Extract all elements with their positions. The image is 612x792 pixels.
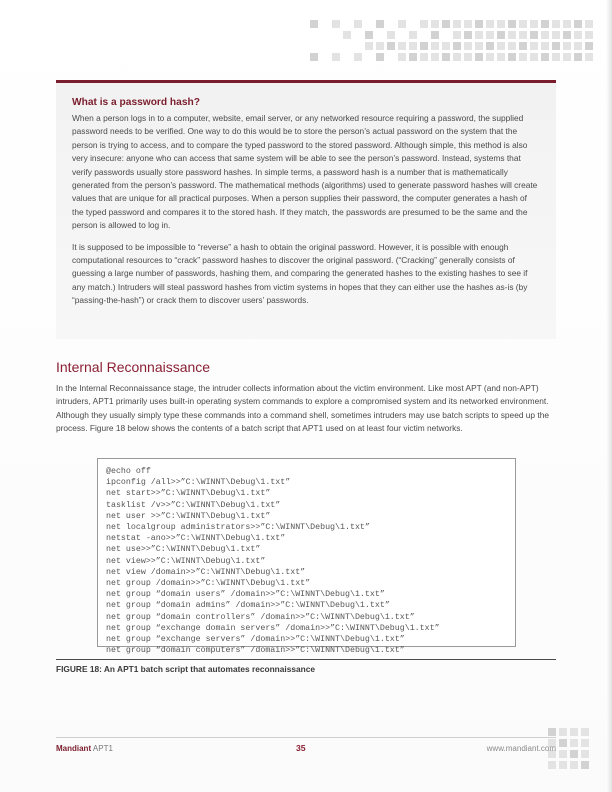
pixel-square [354,31,362,39]
page-number: 35 [296,743,306,753]
pixel-square [343,53,351,61]
code-line: net view /domain>>”C:\WINNT\Debug\1.txt” [106,567,306,577]
pixel-square [398,53,406,61]
pixel-square [442,20,450,28]
code-line: net group “domain users” /domain>>”C:\WINNT\Debug\1.txt” [106,590,385,600]
pixel-square [563,20,571,28]
footer-brand [56,744,113,753]
pixel-square [475,53,483,61]
pixel-square [574,53,582,61]
pixel-square [354,20,362,28]
code-line: net group “domain controllers” /domain>>”C:\WINNT\Debug\1.txt” [106,612,415,622]
pixel-square [486,42,494,50]
pixel-square [431,53,439,61]
pixel-square [570,728,578,736]
pixel-square [548,728,556,736]
pixel-square [464,20,472,28]
footer-divider [56,737,556,738]
pixel-square [497,53,505,61]
pixel-square [581,739,589,747]
pixel-square [585,53,593,61]
pixel-square [343,42,351,50]
pixel-square [574,20,582,28]
pixel-square [409,53,417,61]
pixel-square [354,53,362,61]
code-line: tasklist /v>>”C:\WINNT\Debug\1.txt” [106,500,281,510]
code-line: net localgroup administrators>>”C:\WINNT\Debug\1.txt” [106,523,370,533]
pixel-square [431,20,439,28]
pixel-square [376,20,384,28]
pixel-square [486,20,494,28]
pixel-square [475,42,483,50]
pixel-square [497,20,505,28]
pixel-square [431,42,439,50]
pixel-square [332,20,340,28]
pixel-square [409,42,417,50]
pixel-square [552,20,560,28]
pixel-square [581,761,589,769]
pixel-square [541,31,549,39]
pixel-square [420,42,428,50]
pixel-square [453,20,461,28]
pixel-square [376,53,384,61]
pixel-square [409,31,417,39]
code-line: net group “domain computers” /domain>>”C:\WINNT\Debug\1.txt” [106,646,405,656]
pixel-square [585,20,593,28]
pixel-square [442,42,450,50]
sidebar-paragraph: It is supposed to be impossible to “reverse” a hash to obtain the original password. However, it is possible with enough computational resources to “crack” password hashes to discover the original password. (“Cracking” generally consists of guessing a large number of passwords, hashing them, and comparing the generated hashes to the existing hashes to see if any match.) Intruders will steal password hashes from victim systems in hopes that they can either use the hashes as-is (by “passing-the-hash”) or crack them to discover users’ passwords. [72,241,528,306]
pixel-square [442,53,450,61]
pixel-square [548,761,556,769]
footer-report-name: APT1 [92,744,113,753]
pixel-square [453,53,461,61]
pixel-square [486,31,494,39]
pixel-square [332,42,340,50]
pixel-square [541,20,549,28]
pixel-square [310,42,318,50]
figure-divider [56,659,556,660]
figure-caption: FIGURE 18: An APT1 batch script that automates reconnaissance [56,664,316,674]
pixel-square [442,31,450,39]
pixel-square [475,31,483,39]
pixel-square [559,761,567,769]
pixel-square [310,31,318,39]
pixel-square [581,750,589,758]
pixel-square [552,53,560,61]
pixel-square [552,31,560,39]
code-line: @echo off [106,467,151,476]
pixel-square [354,42,362,50]
pixel-square [310,20,318,28]
code-line: ipconfig /all>>”C:\WINNT\Debug\1.txt” [106,478,291,488]
pixel-square [497,31,505,39]
pixel-square [530,31,538,39]
pixel-square [570,750,578,758]
pixel-square [453,31,461,39]
code-line: net group “domain admins” /domain>>”C:\WINNT\Debug\1.txt” [106,601,390,611]
footer-website-link[interactable]: www.mandiant.com [486,744,556,753]
password-hash-sidebar [56,80,556,339]
pixel-square [519,20,527,28]
code-line: net group /domain>>”C:\WINNT\Debug\1.txt” [106,579,311,589]
pixel-square [420,31,428,39]
code-line: netstat -ano>>”C:\WINNT\Debug\1.txt” [106,534,286,544]
pixel-square [332,53,340,61]
pixel-square [570,761,578,769]
code-line: net start>>”C:\WINNT\Debug\1.txt” [106,489,271,499]
pixel-square [563,31,571,39]
section-title: Internal Reconnaissance [56,359,211,375]
pixel-square [519,53,527,61]
pixel-square [530,53,538,61]
pixel-square [508,53,516,61]
pixel-square [464,31,472,39]
code-line: net view>>”C:\WINNT\Debug\1.txt” [106,556,266,566]
pixel-square [321,31,329,39]
pixel-square [365,42,373,50]
pixel-square [574,42,582,50]
pixel-square [552,42,560,50]
pixel-square [398,42,406,50]
pixel-square [570,739,578,747]
pixel-square [365,20,373,28]
pixel-square [508,31,516,39]
pixel-square [530,42,538,50]
code-line: net use>>”C:\WINNT\Debug\1.txt” [106,545,261,555]
pixel-square [321,53,329,61]
pixel-square [585,31,593,39]
pixel-square [398,20,406,28]
pixel-square [398,31,406,39]
pixel-square [387,31,395,39]
pixel-square [559,739,567,747]
pixel-square [519,42,527,50]
pixel-square [559,750,567,758]
pixel-square [497,42,505,50]
pixel-square [376,42,384,50]
pixel-square [519,31,527,39]
pixel-square [332,31,340,39]
pixel-square [420,20,428,28]
pixel-square [464,53,472,61]
pixel-square [581,728,589,736]
pixel-square [409,20,417,28]
pixel-square [585,42,593,50]
pixel-square [559,728,567,736]
code-line: net group “exchange domain servers” /domain>>”C:\WINNT\Debug\1.txt” [106,623,440,633]
pixel-square [563,42,571,50]
pixel-square [310,53,318,61]
code-line: net user >>”C:\WINNT\Debug\1.txt” [106,511,271,521]
pixel-square [486,53,494,61]
pixel-square [365,53,373,61]
code-line: net group “exchange servers” /domain>>”C:\WINNT\Debug\1.txt” [106,635,405,645]
pixel-square [530,20,538,28]
pixel-square [464,42,472,50]
pixel-square [365,31,373,39]
pixel-square [387,42,395,50]
pixel-square [376,31,384,39]
pixel-square [541,53,549,61]
pixel-square [574,31,582,39]
sidebar-paragraph: When a person logs in to a computer, website, email server, or any networked resource requiring a password, the supplied password needs to be verified. One way to do this would be to store the person’s actual password on the system that the person is trying to access, and to compare the typed password to the stored password. Although simple, this method is also very insecure: anyone who can access that same system will be able to see the person’s password. Instead, systems that verify passwords usually store password hashes. In simple terms, a password hash is a number that is mathematically generated from the person’s password. The mathematical methods (algorithms) used to generate password hashes will create values that are unique for all practical purposes. When a person supplies their password, the computer generates a hash of the typed password and compares it to the stored hash. If they match, the passwords are presumed to be the same and the person is allowed to log in. [72,113,538,231]
header-pixel-pattern [310,20,593,61]
pixel-square [321,42,329,50]
pixel-square [563,53,571,61]
pixel-square [541,42,549,50]
batch-script-codebox [97,458,516,656]
pixel-square [508,20,516,28]
sidebar-title: What is a password hash? [72,97,200,108]
pixel-square [343,31,351,39]
footer-brand-name: Mandiant [56,744,92,753]
pixel-square [431,31,439,39]
pixel-square [387,53,395,61]
pixel-square [475,20,483,28]
pixel-square [453,42,461,50]
pixel-square [343,20,351,28]
pixel-square [420,53,428,61]
pixel-square [321,20,329,28]
section-paragraph: In the Internal Reconnaissance stage, the intruder collects information about the victim environment. Like most APT (and non-APT) intruders, APT1 primarily uses built-in operating system commands to explore a compromised system and its networked environment. Although they usually simply type these commands into a command shell, sometimes intruders may use batch scripts to speed up the process. Figure 18 below shows the contents of a batch script that APT1 used on at least four victim networks. [56,383,549,433]
pixel-square [387,20,395,28]
pixel-square [508,42,516,50]
page-edge-shadow [606,0,612,792]
